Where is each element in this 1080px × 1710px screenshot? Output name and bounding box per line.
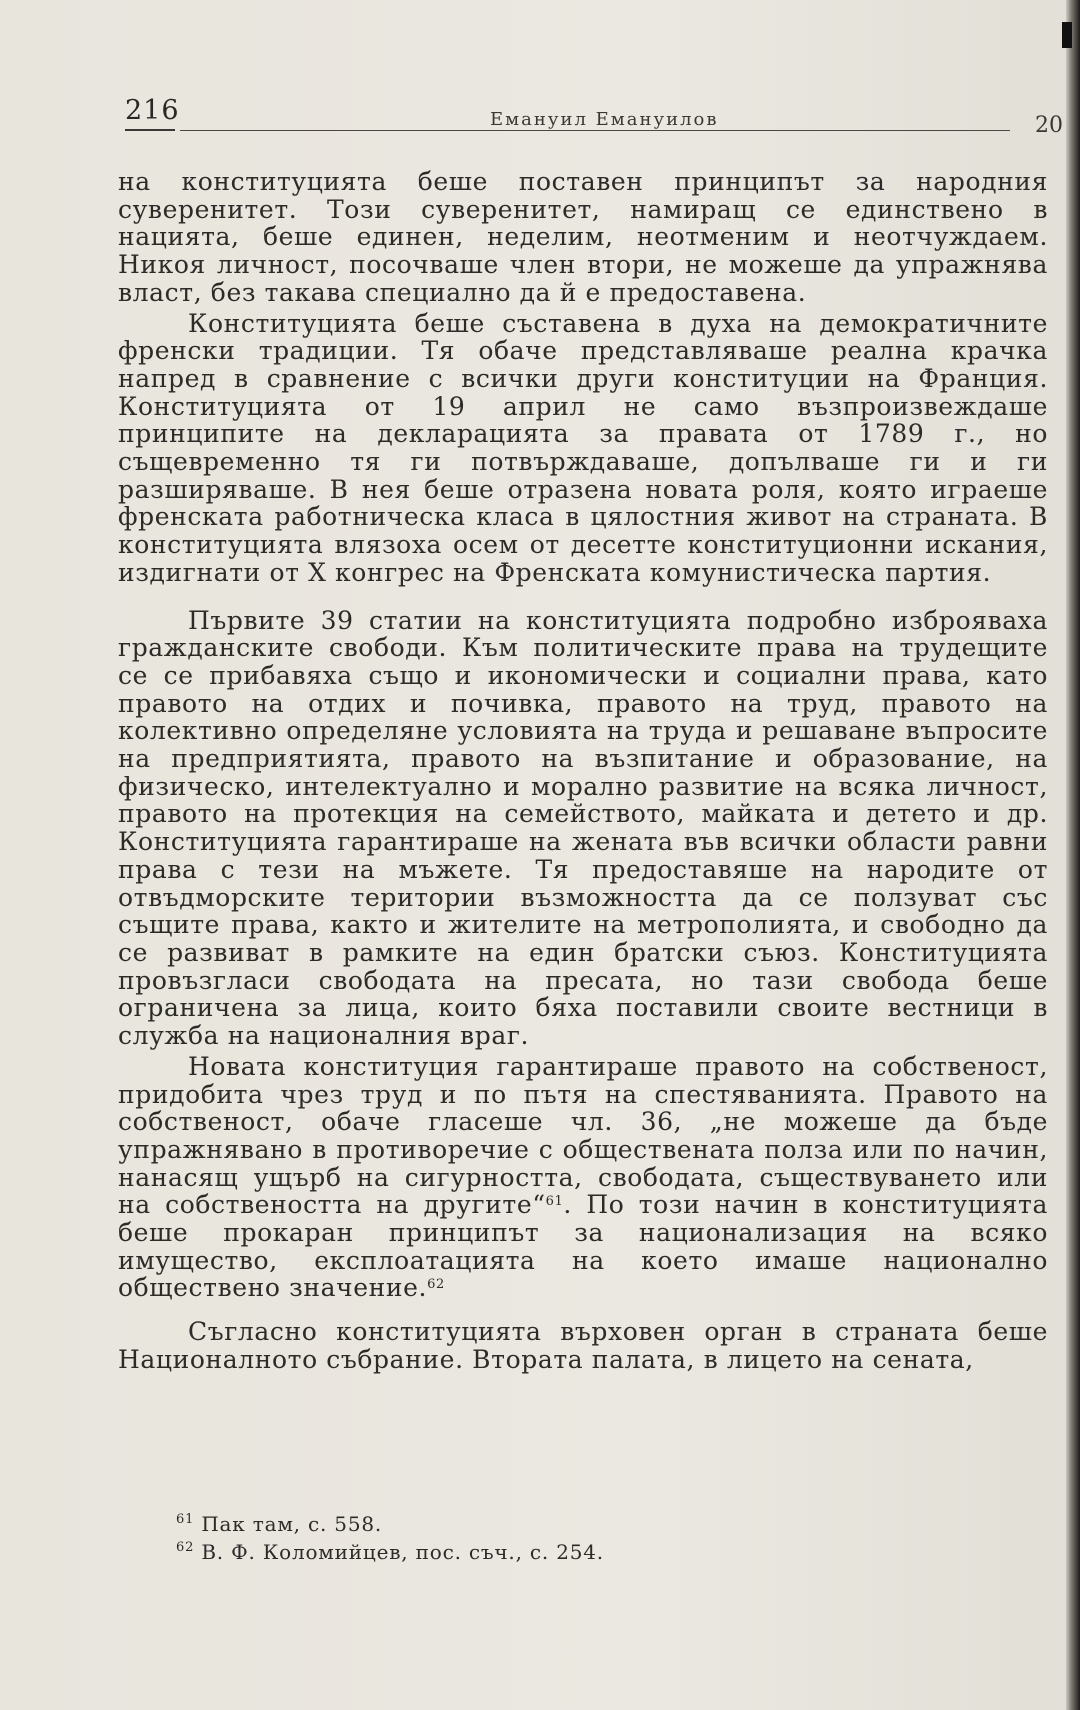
- footnote-text: В. Ф. Коломийцев, пос. съч., с. 254.: [194, 1540, 604, 1564]
- paragraph-text: . По този начин в конституцията беше прокаран принципът за национализация на всяко имущество, експлоатацията на което имаше национално обществено значение.: [118, 1190, 1048, 1303]
- page-header: [125, 95, 1063, 145]
- paragraph-text: Новата конституция гарантираше правото на собственост, придобита чрез труд и по пътя на спестяванията. Правото на собственост, обаче гласеше чл. 36, „не можеше да бъде упражнявано в противоречие с обществената полза или по начин, нанасящ ущърб на сигурността, свободата, съществуването или на собствеността на другите“: [118, 1051, 1048, 1220]
- header-rule: [180, 130, 1010, 131]
- footnotes: [176, 1510, 1036, 1566]
- footnote-mark: 61: [176, 1512, 195, 1527]
- spine-mark: [1062, 22, 1072, 48]
- paragraph: Първите 39 статии на конституцията подробно изброяваха гражданските свободи. Към политическите права на трудещите се се прибавяха също и икономически и социални права, като правото на отдих и почивка, правото на труд, правото на колективно определяне условията на труда и решаване въпросите на предприятията, правото на възпитание и образование, на физическо, интелектуално и морално развитие на всяка личност, правото на протекция на семейството, майката и детето и др. Конституцията гарантираше на жената във всички области равни права с тези на мъжете. Тя предоставяше на народите от отвъдморските територии възможността да се ползуват със същите права, както и жителите на метрополията, и свободно да се развиват в рамките на един братски съюз. Конституцията провъзгласи свободата на пресата, но тази свобода беше ограничена за лица, които бяха поставили своите вестници в служба на националния враг.: [118, 605, 1048, 1051]
- paragraph: Съгласно конституцията върховен орган в страната беше Националното събрание. Втората палата, в лицето на сената,: [118, 1317, 1048, 1374]
- paragraph: [118, 1053, 1048, 1302]
- page-number: 216: [125, 95, 180, 126]
- paragraph: Конституцията беше съставена в духа на демократичните френски традиции. Тя обаче представляваше реална крачка напред в сравнение с всички други конституции на Франция. Конституцията от 19 април не само възпроизвеждаше принципите на декларацията за правата от 1789 г., но същевременно тя ги потвърждаваше, допълваше ги и ги разширяваше. В нея беше отразена новата роля, която играеше френската работническа класа в цялостния живот на страната. В конституцията влязоха осем от десетте конституционни искания, издигнати от X конгрес на Френската комунистическа партия.: [118, 308, 1048, 587]
- page-number-underline: [125, 129, 175, 131]
- book-spine-edge: [1066, 0, 1080, 1710]
- footnote: [176, 1510, 1036, 1538]
- footnote-text: Пак там, с. 558.: [194, 1512, 383, 1536]
- running-head: Емануил Емануилов: [490, 109, 719, 130]
- body-text: [118, 168, 1048, 1374]
- footnote: [176, 1538, 1036, 1566]
- paragraph: на конституцията беше поставен принципът за народния суверенитет. Този суверенитет, намиращ се единствено в нацията, беше единен, неделим, неотменим и неотчуждаем. Никоя личност, посочваше член втори, не можеше да упражнява власт, без такава специално да й е предоставена.: [118, 167, 1048, 307]
- footnote-ref[interactable]: 61: [545, 1194, 564, 1210]
- footnote-ref[interactable]: 62: [427, 1277, 445, 1293]
- footnote-mark: 62: [176, 1540, 195, 1555]
- adjacent-page-number: 20: [1035, 113, 1063, 138]
